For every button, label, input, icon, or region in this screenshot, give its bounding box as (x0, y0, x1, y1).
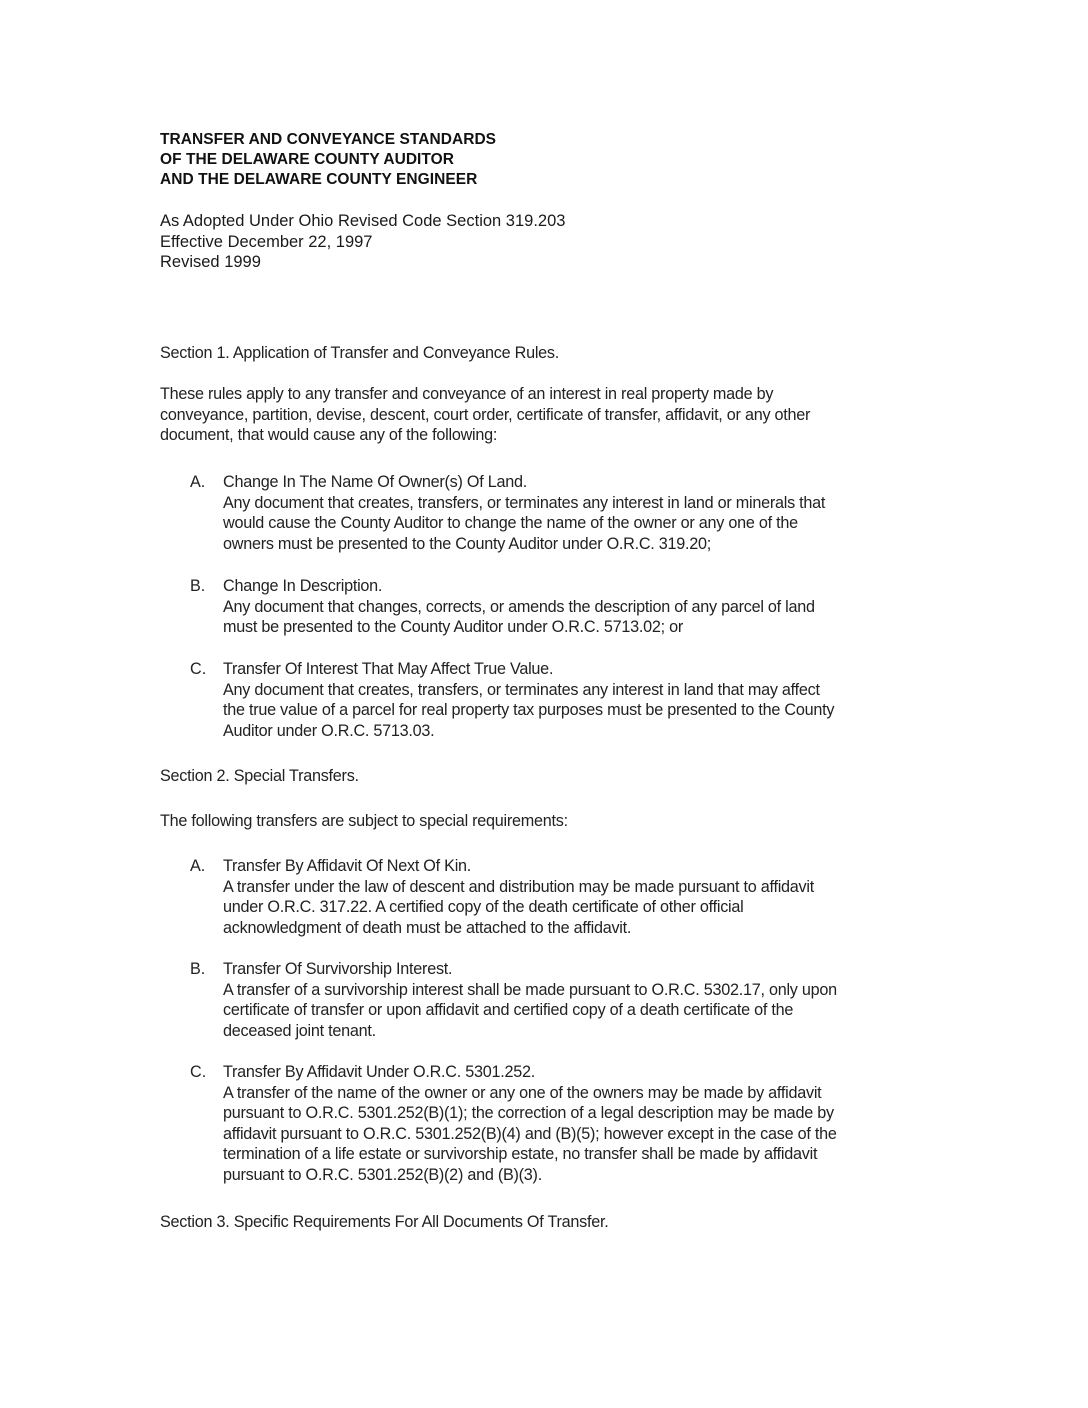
section-1-intro-line-3: document, that would cause any of the following: (160, 426, 498, 444)
item-text-line: owners must be presented to the County Auditor under O.R.C. 319.20; (223, 534, 712, 553)
item-text-line: A transfer of a survivorship interest shall be made pursuant to O.R.C. 5302.17, only upon (223, 980, 837, 999)
item-letter: A. (190, 857, 206, 875)
item-title: Change In The Name Of Owner(s) Of Land. (223, 473, 527, 491)
item-title: Transfer By Affidavit Under O.R.C. 5301.252. (223, 1063, 536, 1081)
adoption-statement: As Adopted Under Ohio Revised Code Section 319.203 (160, 212, 566, 230)
item-text-line: Any document that creates, transfers, or terminates any interest in land that may affect (223, 680, 820, 699)
item-text-line: Any document that changes, corrects, or amends the description of any parcel of land (223, 597, 815, 616)
section-1-heading: Section 1. Application of Transfer and Conveyance Rules. (160, 344, 560, 362)
document-title-line-2: OF THE DELAWARE COUNTY AUDITOR (160, 151, 455, 168)
section-1-intro-line-2: conveyance, partition, devise, descent, court order, certificate of transfer, affidavit, or any other (160, 406, 811, 424)
item-text-line: A transfer under the law of descent and distribution may be made pursuant to affidavit (223, 877, 814, 896)
revision-date: Revised 1999 (160, 253, 261, 271)
item-letter: A. (190, 473, 206, 491)
item-text-line: affidavit pursuant to O.R.C. 5301.252(B)(4) and (B)(5); however except in the case of the (223, 1124, 837, 1143)
section-2-heading: Section 2. Special Transfers. (160, 767, 359, 785)
item-text-line: termination of a life estate or survivorship estate, no transfer shall be made by affidavit (223, 1145, 818, 1164)
item-text-line: Auditor under O.R.C. 5713.03. (223, 721, 435, 740)
document-title-line-1: TRANSFER AND CONVEYANCE STANDARDS (160, 131, 497, 148)
item-text-line: acknowledgment of death must be attached to the affidavit. (223, 918, 632, 937)
section-3-heading: Section 3. Specific Requirements For All Documents Of Transfer. (160, 1213, 609, 1231)
item-title: Transfer By Affidavit Of Next Of Kin. (223, 857, 472, 875)
item-text-line: the true value of a parcel for real property tax purposes must be presented to the County (223, 701, 835, 720)
item-letter: B. (190, 577, 206, 595)
item-text-line: Any document that creates, transfers, or terminates any interest in land or minerals that (223, 493, 826, 512)
item-letter: C. (190, 660, 207, 678)
item-title: Transfer Of Survivorship Interest. (223, 960, 453, 978)
item-letter: B. (190, 960, 206, 978)
section-2-intro: The following transfers are subject to special requirements: (160, 812, 568, 830)
item-title: Change In Description. (223, 577, 383, 595)
effective-date: Effective December 22, 1997 (160, 233, 373, 251)
item-text-line: pursuant to O.R.C. 5301.252(B)(1); the correction of a legal description may be made by (223, 1104, 834, 1123)
item-text-line: A transfer of the name of the owner or any one of the owners may be made by affidavit (223, 1083, 822, 1102)
item-text-line: under O.R.C. 317.22. A certified copy of the death certificate of other official (223, 898, 744, 917)
item-text-line: must be presented to the County Auditor under O.R.C. 5713.02; or (223, 618, 684, 637)
item-letter: C. (190, 1063, 207, 1081)
item-text-line: would cause the County Auditor to change the name of the owner or any one of the (223, 514, 798, 533)
item-text-line: certificate of transfer or upon affidavit and certified copy of a death certificate of the (223, 1001, 794, 1020)
document-title-line-3: AND THE DELAWARE COUNTY ENGINEER (160, 171, 478, 188)
item-title: Transfer Of Interest That May Affect True Value. (223, 660, 554, 678)
section-1-intro-line-1: These rules apply to any transfer and conveyance of an interest in real property made by (160, 385, 774, 403)
item-text-line: deceased joint tenant. (223, 1021, 376, 1040)
item-text-line: pursuant to O.R.C. 5301.252(B)(2) and (B)(3). (223, 1165, 542, 1184)
